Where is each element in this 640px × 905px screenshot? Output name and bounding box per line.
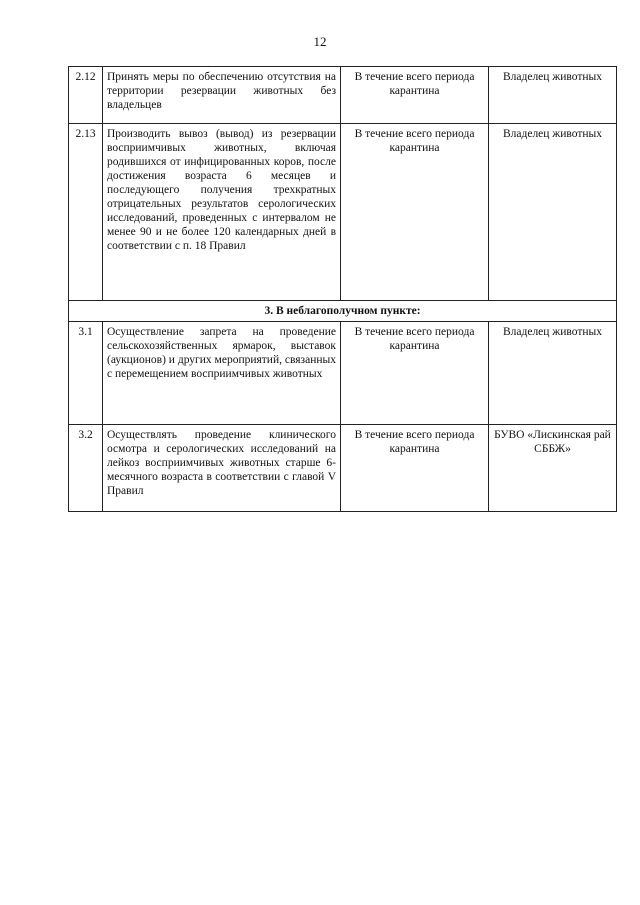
responsible-text: Владелец животных (489, 322, 617, 425)
action-text: Производить вывоз (вывод) из резервации восприимчивых животных, включая родившихся от инфицированных коров, после достижения возраста 6 месяцев и последующего получения трехкратных отрицательных результатов серологических исследований, проведенных с интервалом не менее 90 и не более 120 календарных дней в соответствии с п. 18 Правил (103, 124, 341, 301)
section-header-row (69, 301, 617, 322)
row-number: 3.2 (69, 425, 103, 512)
action-text: Принять меры по обеспечению отсутствия на территории резервации животных без владельцев (103, 67, 341, 124)
responsible-text: Владелец животных (489, 124, 617, 301)
section-title: 3. В неблагополучном пункте: (69, 301, 617, 322)
row-number: 2.12 (69, 67, 103, 124)
table-row (69, 124, 617, 301)
term-text: В течение всего периода карантина (341, 322, 489, 425)
table-row (69, 67, 617, 124)
term-text: В течение всего периода карантина (341, 425, 489, 512)
term-text: В течение всего периода карантина (341, 124, 489, 301)
action-text: Осуществление запрета на проведение сельскохозяйственных ярмарок, выставок (аукционов) и других мероприятий, связанных с перемещением восприимчивых животных (103, 322, 341, 425)
responsible-text: Владелец животных (489, 67, 617, 124)
responsible-text: БУВО «Лискинская рай СББЖ» (489, 425, 617, 512)
measures-table (68, 66, 617, 512)
term-text: В течение всего периода карантина (341, 67, 489, 124)
page-number: 12 (313, 34, 327, 49)
row-number: 3.1 (69, 322, 103, 425)
action-text: Осуществлять проведение клинического осмотра и серологических исследований на лейкоз восприимчивых животных старше 6-месячного возраста в соответствии с главой V Правил (103, 425, 341, 512)
table-row (69, 425, 617, 512)
row-number: 2.13 (69, 124, 103, 301)
table-row (69, 322, 617, 425)
